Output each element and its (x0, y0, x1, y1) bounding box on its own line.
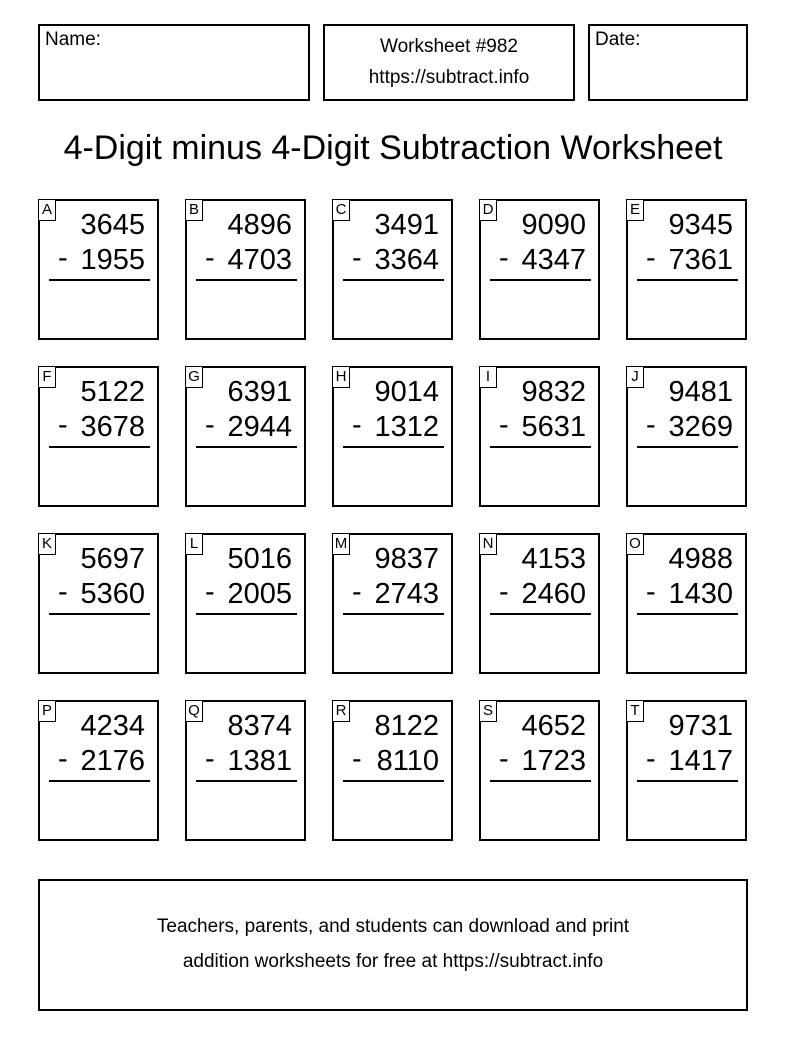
subtrahend: 4347 (521, 244, 586, 276)
answer-line (49, 446, 150, 448)
problem-letter: S (479, 700, 497, 722)
minuend: 4234 (80, 710, 145, 742)
problem-letter: R (332, 700, 350, 722)
subtrahend: 7361 (668, 244, 733, 276)
answer-line (49, 780, 150, 782)
problem-card (332, 199, 453, 340)
problem-card (479, 700, 600, 841)
minuend: 5122 (80, 376, 145, 408)
minus-sign: - (352, 409, 362, 441)
minus-sign: - (499, 409, 509, 441)
problem-card (626, 700, 747, 841)
problem-letter: P (38, 700, 56, 722)
minus-sign: - (58, 576, 68, 608)
subtrahend: 1417 (668, 745, 733, 777)
problem-letter: E (626, 199, 644, 221)
problem-letter: J (626, 366, 644, 388)
minuend: 9837 (374, 543, 439, 575)
answer-line (196, 446, 297, 448)
answer-line (49, 279, 150, 281)
answer-line (490, 279, 591, 281)
subtrahend: 1723 (521, 745, 586, 777)
subtrahend: 5360 (80, 578, 145, 610)
problem-letter: T (626, 700, 644, 722)
problem-card (185, 366, 306, 507)
subtrahend: 1381 (227, 745, 292, 777)
subtrahend: 2944 (227, 411, 292, 443)
problem-card (185, 533, 306, 674)
problem-letter: L (185, 533, 203, 555)
problem-letter: D (479, 199, 497, 221)
minus-sign: - (205, 743, 215, 775)
subtrahend: 5631 (521, 411, 586, 443)
minuend: 9731 (668, 710, 733, 742)
problem-card (479, 533, 600, 674)
date-label: Date: (595, 29, 641, 50)
problem-card (38, 366, 159, 507)
subtrahend: 2460 (521, 578, 586, 610)
problem-letter: M (332, 533, 350, 555)
worksheet-info-box (323, 24, 575, 101)
minuend: 9345 (668, 209, 733, 241)
minuend: 9481 (668, 376, 733, 408)
problem-card (38, 199, 159, 340)
problem-letter: F (38, 366, 56, 388)
minuend: 4896 (227, 209, 292, 241)
problem-letter: N (479, 533, 497, 555)
problem-card (479, 366, 600, 507)
subtrahend: 1430 (668, 578, 733, 610)
subtrahend: 1955 (80, 244, 145, 276)
problem-card (479, 199, 600, 340)
name-field[interactable] (38, 24, 310, 101)
minus-sign: - (499, 242, 509, 274)
problem-card (38, 533, 159, 674)
minuend: 4652 (521, 710, 586, 742)
footer-line-2: addition worksheets for free at https://subtract.info (182, 951, 604, 972)
problem-card (185, 199, 306, 340)
subtrahend: 2176 (80, 745, 145, 777)
subtrahend: 8110 (376, 745, 439, 777)
minuend: 9014 (374, 376, 439, 408)
minuend: 5697 (80, 543, 145, 575)
minus-sign: - (205, 409, 215, 441)
answer-line (343, 446, 444, 448)
date-field[interactable] (588, 24, 748, 101)
answer-line (490, 446, 591, 448)
subtrahend: 2005 (227, 578, 292, 610)
problem-card (185, 700, 306, 841)
answer-line (343, 279, 444, 281)
problem-card (332, 700, 453, 841)
minuend: 4988 (668, 543, 733, 575)
subtrahend: 3678 (80, 411, 145, 443)
answer-line (196, 613, 297, 615)
problem-letter: B (185, 199, 203, 221)
problem-card (332, 533, 453, 674)
minuend: 3645 (80, 209, 145, 241)
answer-line (196, 279, 297, 281)
minus-sign: - (58, 242, 68, 274)
minus-sign: - (646, 242, 656, 274)
minus-sign: - (499, 743, 509, 775)
minus-sign: - (205, 242, 215, 274)
subtrahend: 2743 (374, 578, 439, 610)
minus-sign: - (646, 576, 656, 608)
answer-line (343, 613, 444, 615)
subtrahend: 3364 (374, 244, 439, 276)
problem-card (626, 199, 747, 340)
footer-line-1: Teachers, parents, and students can download and print (156, 916, 630, 937)
answer-line (490, 780, 591, 782)
problem-letter: G (185, 366, 203, 388)
problem-letter: H (332, 366, 350, 388)
worksheet-number: Worksheet #982 (379, 36, 518, 57)
answer-line (637, 780, 738, 782)
subtrahend: 3269 (668, 411, 733, 443)
answer-line (637, 279, 738, 281)
minus-sign: - (352, 242, 362, 274)
minus-sign: - (58, 409, 68, 441)
worksheet-url: https://subtract.info (368, 67, 530, 88)
minuend: 8374 (227, 710, 292, 742)
minus-sign: - (352, 743, 362, 775)
problem-letter: A (38, 199, 56, 221)
problem-letter: O (626, 533, 644, 555)
answer-line (637, 446, 738, 448)
problem-card (38, 700, 159, 841)
problem-card (332, 366, 453, 507)
answer-line (637, 613, 738, 615)
answer-line (49, 613, 150, 615)
name-label: Name: (45, 29, 101, 50)
problem-letter: I (479, 366, 497, 388)
problem-letter: K (38, 533, 56, 555)
minus-sign: - (499, 576, 509, 608)
problem-letter: C (332, 199, 350, 221)
minuend: 9832 (521, 376, 586, 408)
page-title: 4-Digit minus 4-Digit Subtraction Worksheet (63, 129, 723, 167)
subtrahend: 1312 (374, 411, 439, 443)
minuend: 6391 (227, 376, 292, 408)
answer-line (196, 780, 297, 782)
subtrahend: 4703 (227, 244, 292, 276)
minus-sign: - (352, 576, 362, 608)
minus-sign: - (205, 576, 215, 608)
problem-card (626, 533, 747, 674)
problem-card (626, 366, 747, 507)
problem-letter: Q (185, 700, 203, 722)
minus-sign: - (646, 409, 656, 441)
footer-box (38, 879, 748, 1011)
answer-line (343, 780, 444, 782)
answer-line (490, 613, 591, 615)
minuend: 8122 (374, 710, 439, 742)
minuend: 5016 (227, 543, 292, 575)
minuend: 3491 (374, 209, 439, 241)
minuend: 4153 (521, 543, 586, 575)
minuend: 9090 (521, 209, 586, 241)
minus-sign: - (646, 743, 656, 775)
minus-sign: - (58, 743, 68, 775)
